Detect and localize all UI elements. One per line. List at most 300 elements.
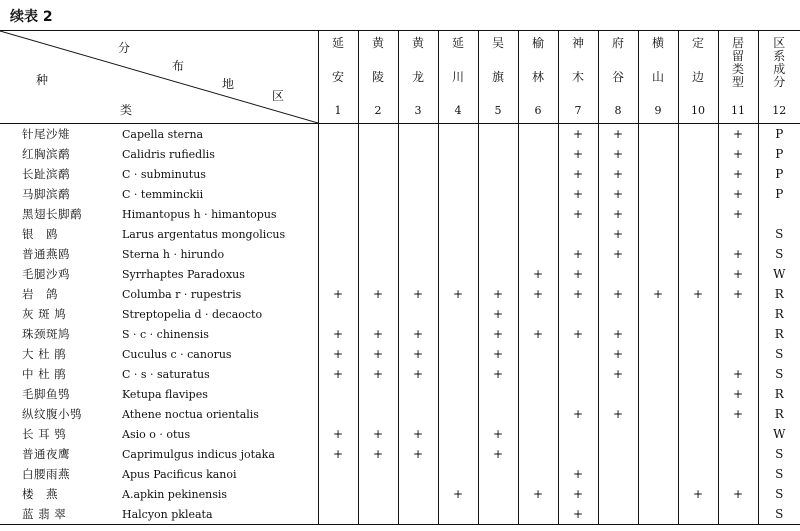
- presence-cell: +: [598, 364, 638, 384]
- presence-cell: +: [518, 324, 558, 344]
- residence-type-cell: [718, 444, 758, 464]
- presence-cell: [638, 344, 678, 364]
- region-stack-char: 分: [773, 75, 786, 89]
- region-header-8: [598, 31, 638, 124]
- presence-cell: [638, 304, 678, 324]
- presence-cell: [438, 384, 478, 404]
- presence-cell: [438, 184, 478, 204]
- scientific-name: Ketupa flavipes: [122, 388, 208, 401]
- scientific-name: Cuculus c · canorus: [122, 348, 232, 361]
- table-row: [0, 444, 800, 464]
- presence-cell: +: [318, 324, 358, 344]
- chinese-name: 普通燕鸥: [22, 247, 70, 261]
- region-number: 4: [454, 103, 462, 117]
- region-number: 2: [374, 103, 382, 117]
- table-row: [0, 224, 800, 244]
- presence-cell: [438, 164, 478, 184]
- corner-label-qu: 区: [272, 89, 285, 103]
- presence-cell: [358, 124, 398, 145]
- chinese-name: 普通夜鹰: [22, 447, 70, 461]
- scientific-name: Caprimulgus indicus jotaka: [122, 448, 275, 461]
- table-body: [0, 124, 800, 525]
- region-number: 8: [614, 103, 622, 117]
- fauna-component-cell: P: [758, 164, 800, 184]
- presence-cell: [598, 384, 638, 404]
- region-header-9: [638, 31, 678, 124]
- table-row: [0, 264, 800, 284]
- presence-cell: [438, 144, 478, 164]
- residence-type-cell: [718, 464, 758, 484]
- residence-type-cell: +: [718, 364, 758, 384]
- presence-cell: [598, 424, 638, 444]
- fauna-component-cell: R: [758, 384, 800, 404]
- presence-cell: [638, 484, 678, 504]
- presence-cell: [598, 264, 638, 284]
- species-name-cell: [0, 424, 318, 444]
- region-name-top: 吴: [491, 36, 504, 50]
- presence-cell: +: [318, 284, 358, 304]
- presence-cell: [318, 304, 358, 324]
- table-row: [0, 404, 800, 424]
- region-number: 5: [494, 103, 502, 117]
- presence-cell: [638, 224, 678, 244]
- presence-cell: [398, 184, 438, 204]
- presence-cell: [478, 244, 518, 264]
- presence-cell: +: [478, 344, 518, 364]
- table-row: [0, 504, 800, 525]
- presence-cell: [478, 464, 518, 484]
- presence-cell: [438, 424, 478, 444]
- presence-cell: [358, 184, 398, 204]
- presence-cell: [638, 444, 678, 464]
- region-number: 3: [414, 103, 422, 117]
- residence-type-cell: +: [718, 284, 758, 304]
- residence-type-cell: [718, 224, 758, 244]
- fauna-component-cell: S: [758, 244, 800, 264]
- presence-cell: [678, 464, 718, 484]
- table-row: [0, 384, 800, 404]
- presence-cell: [518, 504, 558, 525]
- presence-cell: [438, 464, 478, 484]
- presence-cell: [638, 404, 678, 424]
- scientific-name: S · c · chinensis: [122, 328, 209, 341]
- region-number: 9: [654, 103, 662, 117]
- presence-cell: +: [518, 284, 558, 304]
- presence-cell: [398, 504, 438, 525]
- presence-cell: [358, 484, 398, 504]
- fauna-component-cell: P: [758, 184, 800, 204]
- presence-cell: [638, 384, 678, 404]
- presence-cell: [598, 464, 638, 484]
- presence-cell: [598, 304, 638, 324]
- residence-type-cell: [718, 504, 758, 525]
- region-name-bottom: 林: [531, 69, 544, 84]
- presence-cell: [438, 264, 478, 284]
- presence-cell: +: [478, 284, 518, 304]
- chinese-name: 银 鸥: [22, 227, 58, 241]
- presence-cell: [358, 304, 398, 324]
- presence-cell: [398, 224, 438, 244]
- species-distribution-table: [0, 30, 800, 525]
- presence-cell: [478, 144, 518, 164]
- fauna-component-cell: S: [758, 344, 800, 364]
- chinese-name: 楼 燕: [22, 487, 58, 501]
- chinese-name: 珠颈斑鸠: [22, 327, 70, 341]
- fauna-component-cell: S: [758, 504, 800, 525]
- corner-label-lei: 类: [120, 103, 133, 117]
- presence-cell: [398, 124, 438, 145]
- presence-cell: [558, 384, 598, 404]
- presence-cell: [398, 464, 438, 484]
- fauna-component-cell: S: [758, 444, 800, 464]
- presence-cell: [678, 244, 718, 264]
- header-row: [0, 31, 800, 124]
- diagonal-header-cell: [0, 31, 318, 124]
- presence-cell: +: [318, 444, 358, 464]
- scientific-name: A.apkin pekinensis: [122, 488, 228, 501]
- species-name-cell: [0, 224, 318, 244]
- presence-cell: [438, 444, 478, 464]
- presence-cell: +: [558, 404, 598, 424]
- presence-cell: [558, 364, 598, 384]
- presence-cell: [598, 444, 638, 464]
- scientific-name: Asio o · otus: [122, 428, 191, 441]
- presence-cell: [518, 204, 558, 224]
- presence-cell: [478, 384, 518, 404]
- chinese-name: 纵纹腹小鸮: [22, 407, 82, 421]
- presence-cell: [318, 404, 358, 424]
- fauna-component-cell: R: [758, 304, 800, 324]
- presence-cell: [318, 504, 358, 525]
- presence-cell: [518, 444, 558, 464]
- table-row: [0, 244, 800, 264]
- region-name-bottom: 龙: [411, 69, 424, 84]
- presence-cell: [558, 224, 598, 244]
- presence-cell: [518, 344, 558, 364]
- presence-cell: +: [358, 424, 398, 444]
- scientific-name: Apus Pacificus kanoi: [122, 468, 237, 481]
- presence-cell: [318, 144, 358, 164]
- fauna-component-cell: P: [758, 144, 800, 164]
- table-row: [0, 204, 800, 224]
- presence-cell: [678, 384, 718, 404]
- chinese-name: 针尾沙雉: [22, 127, 70, 141]
- table-row: [0, 344, 800, 364]
- residence-type-cell: [718, 344, 758, 364]
- presence-cell: +: [598, 344, 638, 364]
- presence-cell: +: [518, 264, 558, 284]
- presence-cell: +: [358, 364, 398, 384]
- presence-cell: +: [478, 304, 518, 324]
- chinese-name: 黑翅长脚鹬: [22, 207, 82, 221]
- presence-cell: [638, 184, 678, 204]
- presence-cell: +: [478, 364, 518, 384]
- presence-cell: [318, 184, 358, 204]
- presence-cell: +: [558, 264, 598, 284]
- region-stack-char: 类: [731, 62, 744, 76]
- presence-cell: [558, 304, 598, 324]
- presence-cell: [318, 164, 358, 184]
- presence-cell: [438, 244, 478, 264]
- presence-cell: [478, 184, 518, 204]
- presence-cell: [678, 164, 718, 184]
- residence-type-cell: +: [718, 484, 758, 504]
- presence-cell: +: [598, 184, 638, 204]
- region-stack-label: [773, 37, 785, 89]
- presence-cell: [518, 404, 558, 424]
- species-name-cell: [0, 384, 318, 404]
- presence-cell: +: [558, 484, 598, 504]
- presence-cell: +: [638, 284, 678, 304]
- presence-cell: +: [558, 144, 598, 164]
- species-name-cell: [0, 244, 318, 264]
- presence-cell: [638, 244, 678, 264]
- residence-type-cell: +: [718, 144, 758, 164]
- region-name-bottom: 木: [571, 69, 584, 84]
- presence-cell: [438, 364, 478, 384]
- presence-cell: [398, 404, 438, 424]
- presence-cell: [678, 404, 718, 424]
- presence-cell: [398, 244, 438, 264]
- presence-cell: [558, 344, 598, 364]
- presence-cell: [678, 264, 718, 284]
- presence-cell: +: [358, 444, 398, 464]
- presence-cell: [358, 144, 398, 164]
- presence-cell: +: [398, 364, 438, 384]
- presence-cell: +: [398, 444, 438, 464]
- presence-cell: [478, 224, 518, 244]
- presence-cell: [398, 304, 438, 324]
- residence-type-cell: [718, 424, 758, 444]
- presence-cell: [438, 124, 478, 145]
- presence-cell: [598, 484, 638, 504]
- table-row: [0, 124, 800, 145]
- fauna-component-cell: R: [758, 284, 800, 304]
- presence-cell: +: [478, 424, 518, 444]
- region-name-bottom: 陵: [371, 69, 384, 84]
- table-title: 续表 2: [10, 9, 53, 25]
- chinese-name: 毛腿沙鸡: [22, 267, 70, 281]
- region-number: 1: [334, 103, 342, 117]
- presence-cell: [518, 184, 558, 204]
- presence-cell: [638, 504, 678, 525]
- presence-cell: +: [598, 284, 638, 304]
- corner-label-fen: 分: [118, 41, 131, 55]
- chinese-name: 白腰雨燕: [22, 467, 70, 481]
- region-header-3: [398, 31, 438, 124]
- presence-cell: [678, 424, 718, 444]
- species-name-cell: [0, 484, 318, 504]
- presence-cell: [678, 144, 718, 164]
- region-header-12: [758, 31, 800, 124]
- corner-label-zhong: 种: [36, 73, 49, 87]
- region-name-top: 横: [651, 36, 664, 50]
- region-name-top: 黄: [371, 36, 384, 50]
- residence-type-cell: +: [718, 204, 758, 224]
- presence-cell: [518, 164, 558, 184]
- presence-cell: [318, 224, 358, 244]
- region-name-bottom: 谷: [611, 69, 624, 84]
- presence-cell: +: [398, 344, 438, 364]
- region-name-bottom: 边: [691, 69, 704, 84]
- presence-cell: [478, 484, 518, 504]
- table-row: [0, 424, 800, 444]
- species-name-cell: [0, 124, 318, 145]
- presence-cell: [638, 144, 678, 164]
- table-row: [0, 284, 800, 304]
- fauna-component-cell: W: [758, 264, 800, 284]
- chinese-name: 长趾滨鹬: [22, 167, 70, 181]
- presence-cell: [438, 404, 478, 424]
- residence-type-cell: +: [718, 184, 758, 204]
- presence-cell: [358, 404, 398, 424]
- region-name-bottom: 川: [451, 69, 464, 84]
- presence-cell: +: [318, 364, 358, 384]
- scientific-name: Larus argentatus mongolicus: [122, 228, 286, 241]
- presence-cell: +: [438, 284, 478, 304]
- residence-type-cell: +: [718, 264, 758, 284]
- presence-cell: [518, 364, 558, 384]
- region-name-bottom: 山: [651, 69, 664, 84]
- presence-cell: [358, 164, 398, 184]
- species-name-cell: [0, 264, 318, 284]
- presence-cell: +: [518, 484, 558, 504]
- region-number: 10: [691, 103, 705, 117]
- chinese-name: 灰 斑 鸠: [22, 307, 67, 321]
- scientific-name: Streptopelia d · decaocto: [122, 308, 263, 321]
- presence-cell: +: [358, 324, 398, 344]
- presence-cell: [678, 124, 718, 145]
- corner-label-bu: 布: [172, 59, 185, 73]
- presence-cell: +: [558, 184, 598, 204]
- table-row: [0, 464, 800, 484]
- presence-cell: +: [558, 504, 598, 525]
- region-stack-char: 区: [773, 36, 786, 50]
- scientific-name: Capella sterna: [122, 128, 204, 141]
- table-row: [0, 324, 800, 344]
- residence-type-cell: +: [718, 164, 758, 184]
- presence-cell: [558, 444, 598, 464]
- presence-cell: [438, 504, 478, 525]
- region-header-6: [518, 31, 558, 124]
- chinese-name: 中 杜 鹃: [22, 367, 67, 381]
- presence-cell: [318, 244, 358, 264]
- fauna-component-cell: S: [758, 224, 800, 244]
- presence-cell: [398, 484, 438, 504]
- presence-cell: [638, 464, 678, 484]
- scientific-name: Himantopus h · himantopus: [122, 208, 277, 221]
- presence-cell: [518, 224, 558, 244]
- region-number: 11: [731, 103, 745, 117]
- presence-cell: [598, 504, 638, 525]
- presence-cell: [678, 184, 718, 204]
- presence-cell: +: [318, 344, 358, 364]
- species-name-cell: [0, 324, 318, 344]
- table-row: [0, 144, 800, 164]
- presence-cell: [478, 124, 518, 145]
- corner-label-di: 地: [222, 77, 235, 91]
- presence-cell: [678, 204, 718, 224]
- species-name-cell: [0, 464, 318, 484]
- table-row: [0, 304, 800, 324]
- presence-cell: +: [558, 324, 598, 344]
- presence-cell: +: [558, 284, 598, 304]
- presence-cell: +: [598, 404, 638, 424]
- presence-cell: [398, 144, 438, 164]
- fauna-component-cell: W: [758, 424, 800, 444]
- presence-cell: [358, 504, 398, 525]
- presence-cell: +: [558, 244, 598, 264]
- presence-cell: [638, 324, 678, 344]
- region-name-top: 神: [571, 36, 584, 50]
- region-name-top: 府: [611, 36, 624, 50]
- residence-type-cell: +: [718, 404, 758, 424]
- region-stack-label: [732, 37, 744, 89]
- presence-cell: +: [558, 164, 598, 184]
- presence-cell: [518, 124, 558, 145]
- presence-cell: +: [678, 484, 718, 504]
- presence-cell: [398, 384, 438, 404]
- presence-cell: [398, 204, 438, 224]
- presence-cell: [358, 204, 398, 224]
- presence-cell: +: [598, 164, 638, 184]
- species-name-cell: [0, 444, 318, 464]
- species-name-cell: [0, 504, 318, 525]
- species-name-cell: [0, 284, 318, 304]
- scientific-name: C · subminutus: [122, 168, 206, 181]
- presence-cell: [358, 464, 398, 484]
- scientific-name: Halcyon pkleata: [122, 508, 213, 521]
- region-header-5: [478, 31, 518, 124]
- presence-cell: [638, 164, 678, 184]
- presence-cell: [438, 344, 478, 364]
- region-stack-char: 居: [731, 36, 744, 50]
- chinese-name: 红胸滨鹬: [22, 147, 70, 161]
- species-name-cell: [0, 364, 318, 384]
- region-header-4: [438, 31, 478, 124]
- presence-cell: +: [558, 464, 598, 484]
- species-name-cell: [0, 164, 318, 184]
- residence-type-cell: +: [718, 384, 758, 404]
- presence-cell: +: [598, 144, 638, 164]
- fauna-component-cell: S: [758, 364, 800, 384]
- presence-cell: [518, 384, 558, 404]
- residence-type-cell: +: [718, 244, 758, 264]
- region-number: 7: [574, 103, 582, 117]
- presence-cell: [318, 204, 358, 224]
- presence-cell: +: [398, 324, 438, 344]
- presence-cell: [638, 124, 678, 145]
- presence-cell: [678, 224, 718, 244]
- presence-cell: [318, 384, 358, 404]
- presence-cell: [478, 404, 518, 424]
- presence-cell: +: [678, 284, 718, 304]
- region-header-2: [358, 31, 398, 124]
- presence-cell: +: [358, 284, 398, 304]
- scientific-name: Syrrhaptes Paradoxus: [122, 268, 245, 281]
- presence-cell: [438, 204, 478, 224]
- fauna-component-cell: R: [758, 404, 800, 424]
- presence-cell: [358, 244, 398, 264]
- region-number: 6: [534, 103, 542, 117]
- presence-cell: [318, 484, 358, 504]
- region-header-7: [558, 31, 598, 124]
- table-row: [0, 364, 800, 384]
- chinese-name: 蓝 翡 翠: [22, 507, 67, 521]
- presence-cell: +: [558, 204, 598, 224]
- fauna-component-cell: S: [758, 484, 800, 504]
- presence-cell: [638, 364, 678, 384]
